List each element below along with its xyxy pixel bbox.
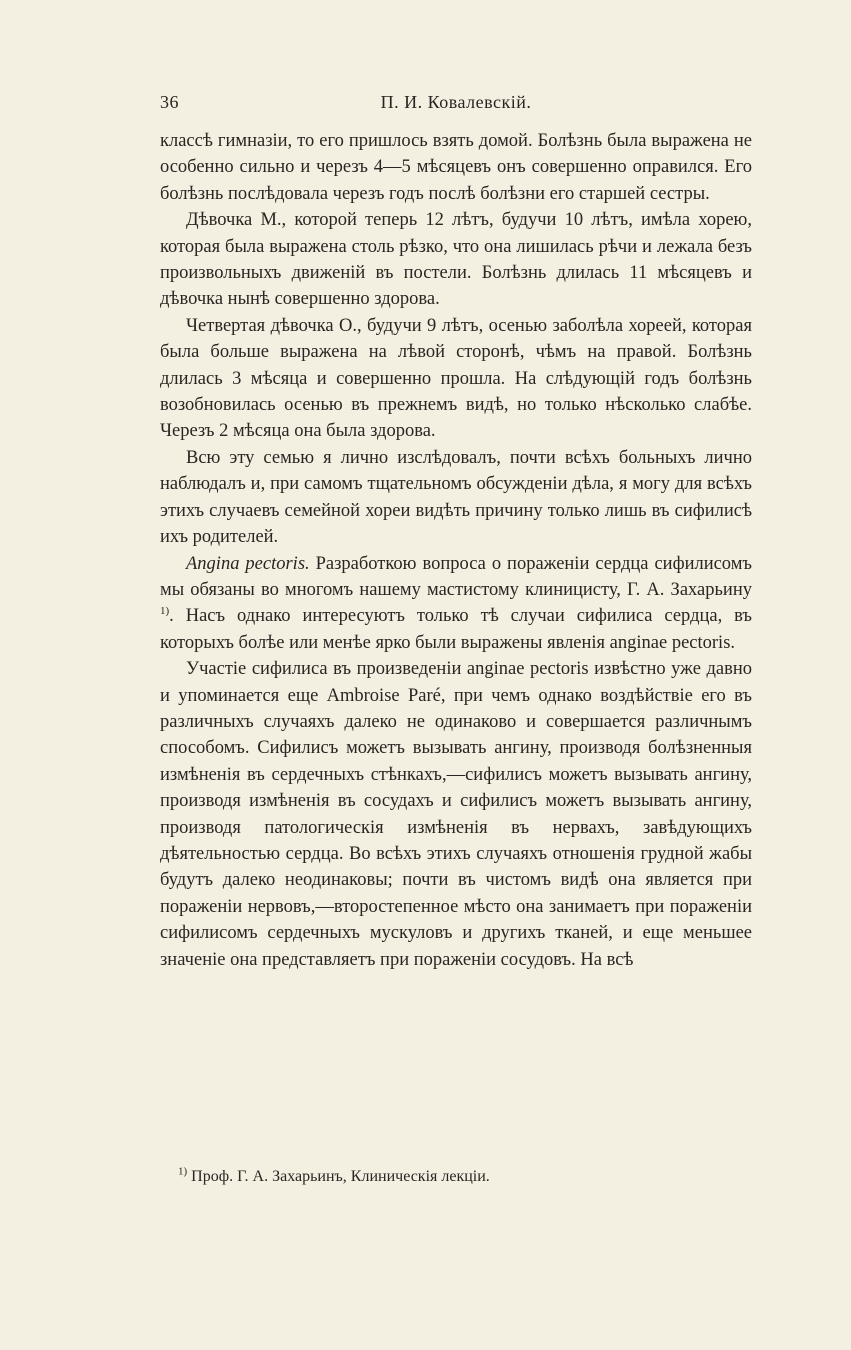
running-head [160,92,752,118]
footnote-text: Проф. Г. А. Захарьинъ, Клиническія лекціи. [187,1168,490,1185]
footnote-reference: 1) [160,605,170,618]
body-text [160,128,752,973]
footnote [178,1166,752,1188]
paragraph: классѣ гимназіи, то его пришлось взять домой. Болѣзнь была выражена не особенно сильно и черезъ 4—5 мѣсяцевъ онъ совершенно оправился. Его болѣзнь послѣдовала черезъ годъ послѣ болѣзни его старшей сестры. [160,131,752,204]
page-number: 36 [160,92,179,112]
paragraph: Дѣвочка М., которой теперь 12 лѣтъ, будучи 10 лѣтъ, имѣла хорею, которая была выражена столь рѣзко, что она лишилась рѣчи и лежала безъ произвольныхъ движеній въ постели. Болѣзнь длилась 11 мѣсяцевъ и дѣвочка нынѣ совершенно здорова. [160,210,752,310]
paragraph: Четвертая дѣвочка О., будучи 9 лѣтъ, осенью заболѣла хореей, которая была больше выражена на лѣвой сторонѣ, чѣмъ на правой. Болѣзнь длилась 3 мѣсяца и совершенно прошла. На слѣдующій годъ болѣзнь возобновилась осенью въ прежнемъ видѣ, но только нѣсколько слабѣе. Черезъ 2 мѣсяца она была здорова. [160,315,752,442]
paragraph-angina-pectoris: Angina pectoris. Разработкою вопроса о пораженіи сердца сифилисомъ мы обязаны во многомъ нашему мастистому клиницисту, Г. А. Захарьину $^{1)}$. Насъ однако интересуютъ только тѣ случаи сифилиса сердца, въ которыхъ болѣе или менѣе ярко были выражены явленія anginae pectoris. [160,553,752,653]
paragraph: Участіе сифилиса въ произведеніи anginae pectoris извѣстно уже давно и упоминается еще Ambroise Paré, при чемъ однако воздѣйствіе его въ различныхъ случаяхъ далеко не одинаково и совершается различнымъ способомъ. Сифилисъ можетъ вызывать ангину, производя болѣзненныя измѣненія въ сердечныхъ стѣнкахъ,—сифилисъ можетъ вызывать ангину, производя измѣненія въ сосудахъ и сифилисъ можетъ вызывать ангину, производя патологическія измѣненія въ нервахъ, завѣдующихъ дѣятельностью сердца. Во всѣхъ этихъ случаяхъ отношенія грудной жабы будутъ далеко неодинаковы; почти въ чистомъ видѣ она является при пораженіи нервовъ,—второстепенное мѣсто она занимаетъ при пораженіи сифилисомъ сердечныхъ мускуловъ и другихъ тканей, и еще меньшее значеніе она представляетъ при пораженіи сосудовъ. На всѣ [160,659,752,970]
paragraph: Всю эту семью я лично изслѣдовалъ, почти всѣхъ больныхъ лично наблюдалъ и, при самомъ тщательномъ обсужденіи дѣла, я могу для всѣхъ этихъ случаевъ семейной хореи видѣть причину только лишь въ сифилисѣ ихъ родителей. [160,447,752,548]
running-head-author: П. И. Ковалевскій. [380,92,532,112]
footnote-marker: 1) [178,1165,188,1178]
section-heading-italic: Angina pectoris. [186,553,310,574]
